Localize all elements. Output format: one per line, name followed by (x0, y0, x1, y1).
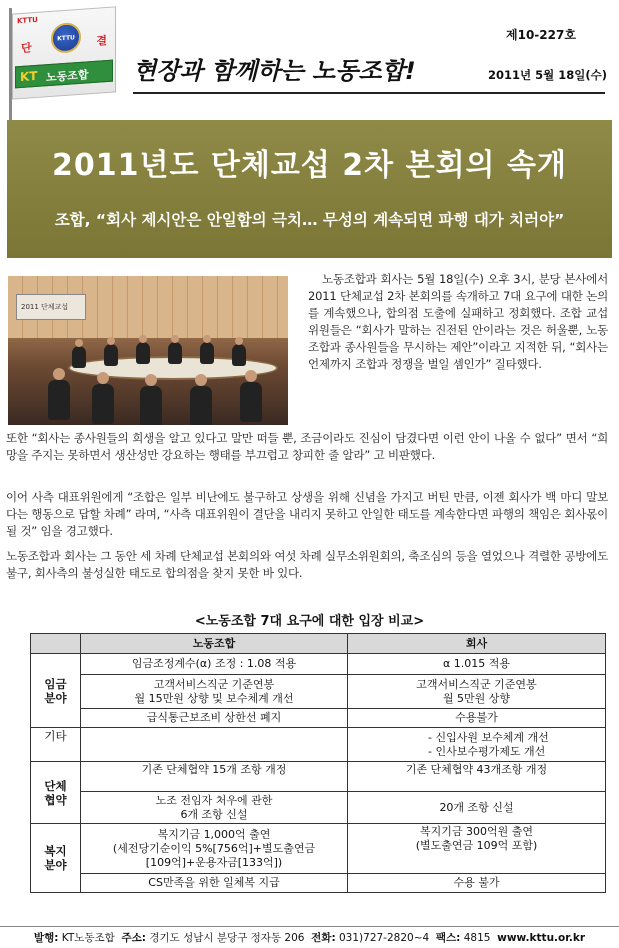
table-cell-union: 임금조정계수(α) 조정 : 1.08 적용 (81, 654, 348, 675)
issue-number: 제10-227호 (506, 28, 576, 42)
publisher: KT노동조합 (61, 932, 115, 944)
photo-person-head (107, 337, 115, 345)
table-row (31, 654, 606, 675)
table-category-cell: 복지 분야 (31, 824, 81, 893)
photo-person-head (97, 372, 109, 384)
fax-label: 팩스: (435, 932, 461, 944)
photo-screen (16, 294, 86, 320)
photo-person (140, 386, 162, 425)
photo-screen-text: 2011 단체교섭 (21, 303, 69, 311)
phone-label: 전화: (311, 932, 336, 944)
flag-band-union: 노동조합 (46, 68, 89, 85)
photo-person (72, 346, 86, 368)
newsletter-header (0, 0, 619, 118)
table-cell-union (81, 728, 348, 762)
kttu-emblem-icon (51, 22, 81, 54)
subheadline: 조합, “회사 제시안은 안일함의 극치… 무성의 계속되면 파행 대가 치러야” (54, 211, 565, 229)
table-row (31, 709, 606, 728)
comparison-title: <노동조합 7대 요구에 대한 입장 비교> (194, 614, 425, 629)
header-divider (133, 92, 605, 94)
table-category-cell: 기타 (31, 728, 81, 762)
table-row (31, 824, 606, 874)
table-cell-union: 고객서비스직군 기준연봉 월 15만원 상향 및 보수체계 개선 (81, 675, 348, 709)
table-cell-company: 복지기금 300억원 출연 (별도출연금 109억 포함) (348, 824, 606, 874)
photo-person-head (53, 368, 65, 380)
table-header-row (31, 634, 606, 654)
issue-date: 2011년 5월 18일(수) (488, 68, 607, 82)
photo-person-head (235, 337, 243, 345)
table-header-category (31, 634, 81, 654)
photo-person-head (245, 370, 257, 382)
photo-person (136, 342, 150, 364)
article-paragraph-1: 노동조합과 회사는 5월 18일(수) 오후 3시, 분당 본사에서 2011 단체교섭 2차 본회의를 속개하고 7대 요구에 대한 논의를 계속했으나, 합의점 도출에 실패하고 정회했다. 조합 교섭위원들은 “회사가 말하는 진전된 안이라는 것은 허울뿐, 노동조합과 종사원들을 무시하는 제안”이라고 지적한 뒤, “회사는 언제까지 조합과 정쟁을 벌일 셈인가” 질타했다. (308, 272, 608, 371)
flag-left-char: 단 (21, 41, 32, 56)
article-paragraph-4: 노동조합과 회사는 그 동안 세 차례 단체교섭 본회의와 여섯 차례 실무소위원회의, 축조심의 등을 열었으나 격렬한 공방에도 불구, 회사측의 불성실한 태도로 합의점을 찾지 못한 바 있다. (6, 549, 608, 580)
table-cell-company: 고객서비스직군 기준연봉 월 5만원 상향 (348, 675, 606, 709)
photo-person (200, 342, 214, 364)
headline: 2011년도 단체교섭 2차 본회의 속개 (52, 148, 567, 183)
phone: 031)727-2820~4 (339, 932, 430, 944)
table-header-company: 회사 (348, 634, 606, 654)
address-label: 주소: (121, 932, 147, 944)
flag-band (15, 60, 113, 89)
comparison-table (30, 633, 606, 893)
union-flag-logo (12, 6, 116, 99)
photo-person-head (203, 335, 211, 343)
footer-divider (0, 926, 619, 927)
footer (0, 930, 619, 945)
table-row (31, 792, 606, 824)
table-category-cell: 임금 분야 (31, 654, 81, 728)
table-row (31, 874, 606, 893)
emblem-text: KTTU (57, 34, 75, 43)
table-cell-union: 급식통근보조비 상한선 폐지 (81, 709, 348, 728)
table-row (31, 675, 606, 709)
flag-right-char: 결 (96, 33, 107, 48)
article-paragraph-3: 이어 사측 대표위원에게 “조합은 일부 비난에도 불구하고 상생을 위해 신념을 가지고 버틴 만큼, 이젠 회사가 백 마디 말보다는 행동으로 답할 차례” 라며, “사측 대표위원이 결단을 내리지 못하고 안일한 태도를 계속한다면 파행의 책임은 회사몫이 될 것” 임을 경고했다. (6, 490, 608, 538)
article-paragraph-2: 또한 “회사는 종사원들의 희생을 알고 있다고 말만 떠들 뿐, 조금이라도 진심이 담겼다면 이런 안이 나올 수 없다” 면서 “희망을 주지는 못하면서 생산성만 강요하는 행태를 부끄럽고 창피한 줄 알라” 고 비판했다. (6, 431, 608, 462)
publisher-label: 발행: (33, 932, 59, 944)
photo-person (240, 382, 262, 422)
flag-band-kt: KT (20, 68, 38, 85)
address: 경기도 성남시 분당구 정자동 206 (149, 932, 305, 944)
table-cell-company: - 신입사원 보수체계 개선 - 인사보수평가제도 개선 (348, 728, 606, 762)
photo-person (168, 342, 182, 364)
photo-person (48, 380, 70, 420)
photo-person-head (139, 335, 147, 343)
photo-person (104, 344, 118, 366)
table-cell-company: 20개 조항 신설 (348, 792, 606, 824)
photo-person (92, 384, 114, 424)
website-link[interactable]: www.kttu.or.kr (497, 932, 586, 944)
table-category-cell: 단체 협약 (31, 762, 81, 824)
headline-banner (7, 120, 612, 258)
table-cell-company: 수용불가 (348, 709, 606, 728)
table-cell-union: 복지기금 1,000억 출연 (세전당기순이익 5%[756억]+별도출연금 [109억]+운용자금[133억]) (81, 824, 348, 874)
photo-person (190, 386, 212, 425)
table-cell-union: CS만족을 위한 일체복 지급 (81, 874, 348, 893)
table-cell-union: 노조 전임자 처우에 관한 6개 조항 신설 (81, 792, 348, 824)
table-cell-company: 기존 단체협약 43개조항 개정 (348, 762, 606, 792)
table-row (31, 762, 606, 792)
meeting-photo (8, 276, 288, 425)
photo-person-head (75, 339, 83, 347)
photo-person-head (171, 335, 179, 343)
table-header-union: 노동조합 (81, 634, 348, 654)
table-cell-union: 기존 단체협약 15개 조항 개정 (81, 762, 348, 792)
table-cell-company: α 1.015 적용 (348, 654, 606, 675)
photo-person (232, 344, 246, 366)
table-cell-company: 수용 불가 (348, 874, 606, 893)
photo-person-head (145, 374, 157, 386)
photo-person-head (195, 374, 207, 386)
slogan: 현장과 함께하는 노동조합! (133, 57, 416, 85)
flag-top-text: KTTU (17, 15, 38, 26)
fax: 4815 (463, 932, 491, 944)
table-row (31, 728, 606, 762)
